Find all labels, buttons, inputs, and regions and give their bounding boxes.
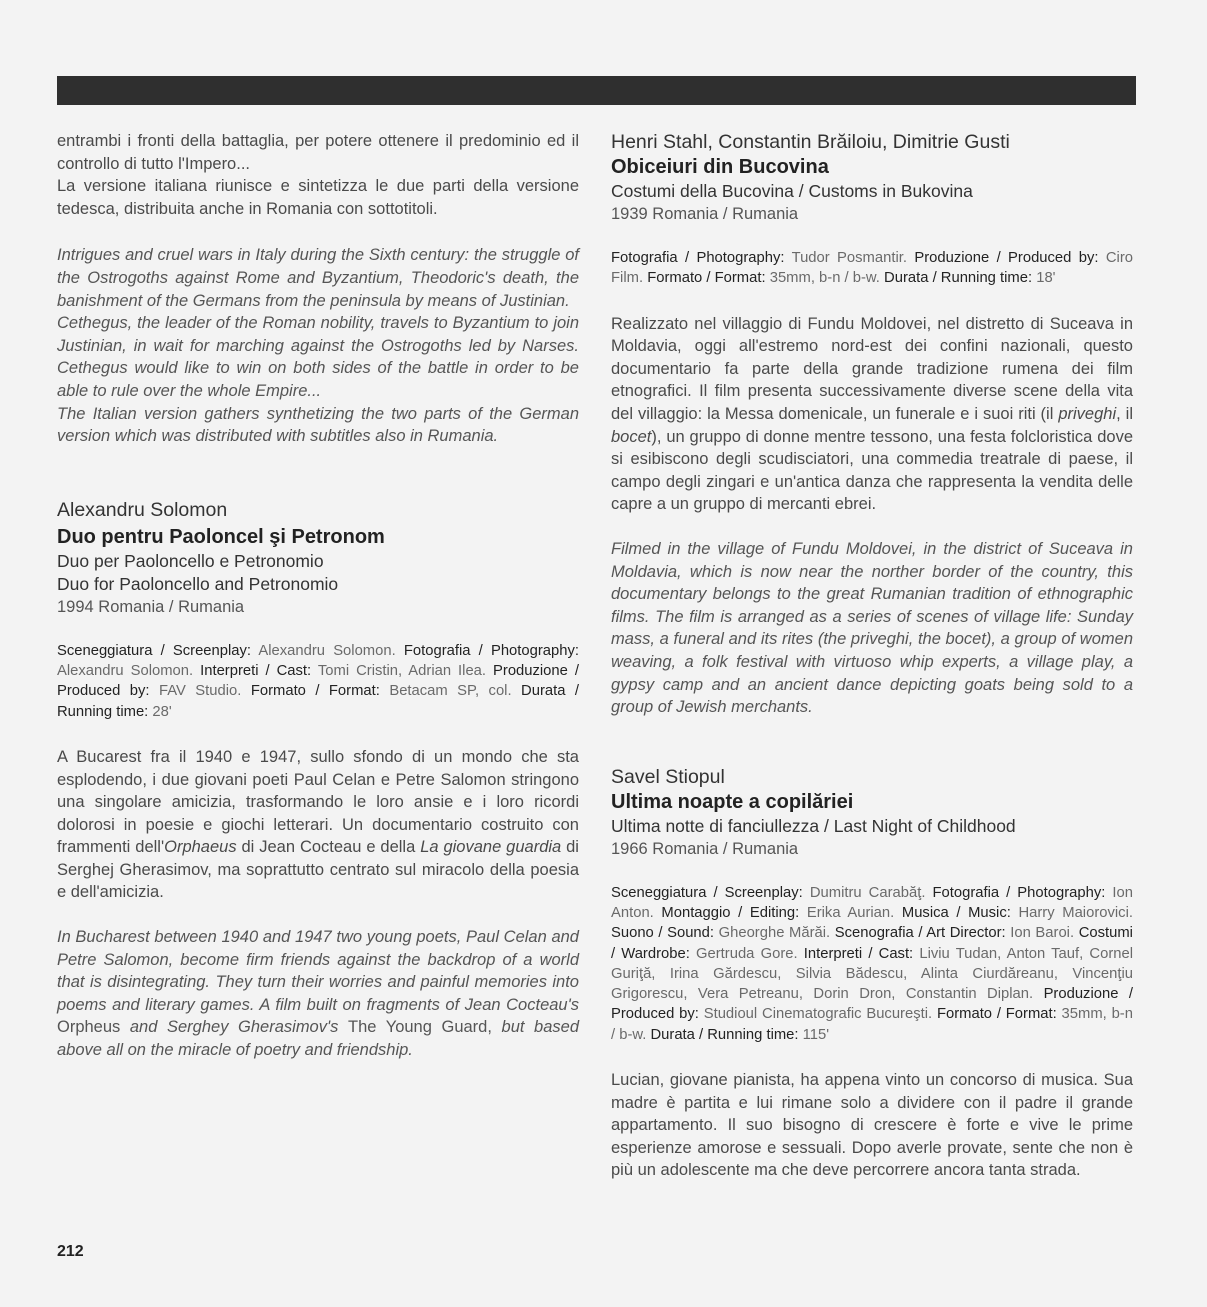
film-director: Alexandru Solomon [57, 498, 228, 521]
film-synopsis-en: Filmed in the village of Fundu Moldovei, in the district of Suceava in Moldavia, which is now near the norther border of the country, this documentary belongs to the great Rumanian tradition of ethnographic films. The film is arranged as a series of scenes of village life: Sunday mass, a funeral and its rites (the priveghi, the bocet), a group of women weaving, a folk festival with virtuoso whip experts, a village play, a gypsy camp and an ancient dance depicting goats being sold to a group of Jewish merchants. [611, 539, 1133, 717]
continuation-en-p3: The Italian version gathers synthetizing the two parts of the German version which was distributed with subtitles also in Rumania. [57, 404, 579, 446]
film-title: Obiceiuri din Bucovina [611, 156, 829, 178]
film-entry-ultima-noapte [611, 765, 1133, 1182]
film-year: 1994 Romania / Rumania [57, 597, 245, 616]
page-number: 212 [57, 1243, 84, 1260]
film-title: Ultima noapte a copilăriei [611, 790, 854, 813]
left-column [57, 130, 579, 1062]
film-synopsis-en: In Bucharest between 1940 and 1947 two young poets, Paul Celan and Petre Salomon, become firm friends against the backdrop of a world that is disintegrating. They turn their worries and painful memories into poems and literary games. A film built on fragments of Jean Cocteau's Orpheus and Serghey Gherasimov's The Young Guard, but based above all on the miracle of poetry and friendship. [57, 928, 580, 1060]
film-title: Duo pentru Paoloncel şi Petronom [57, 525, 385, 548]
film-synopsis-it: Lucian, giovane pianista, ha appena vinto un concorso di musica. Sua madre è partita e lui rimane solo a dividere con il padre il grande appartamento. Il suo bisogno di crescere è forte e vive le prime esperienze amorose e sessuali. Dopo averle provate, sente che non è più un adolescente ma che deve percorrere ancora tanta strada. [611, 1071, 1133, 1180]
continuation-it-p2: La versione italiana riunisce e sintetizza le due parti della versione tedesca, distribuita anche in Romania con sottotitoli. [57, 177, 579, 218]
continuation-en-p2: Cethegus, the leader of the Roman nobility, travels to Byzantium to join Justinian, in wait for marching against the Ostrogoths led by Narses. Cethegus would like to win on both sides of the battle in order to be able to rule over the whole Empire... [57, 314, 579, 400]
film-synopsis-it: Realizzato nel villaggio di Fundu Moldovei, nel distretto di Suceava in Moldavia, oggi all'estremo nord-est dei confini nazionali, questo documentario fa parte della grande tradizione rumena dei film etnografici. Il film presenta successivamente diverse scene della vita del villaggio: la Messa domenicale, un funerale e i suoi riti (il priveghi, il bocet), un gruppo di donne mentre tessono, una festa folcloristica dove si esibiscono degli scudisciatori, una commedia treatrale di paese, il campo degli zingari e un'antica danza che rappresenta la vendita delle capre a un gruppo di mercanti ebrei. [611, 314, 1133, 514]
right-column [611, 130, 1133, 1182]
continuation-it-p1: entrambi i fronti della battaglia, per potere ottenere il predominio ed il controllo di tutto l'Impero... [57, 132, 579, 173]
film-synopsis-it: A Bucarest fra il 1940 e 1947, sullo sfondo di un mondo che sta esplodendo, i due giovani poeti Paul Celan e Petre Salomon stringono una singolare amicizia, trasformando le loro ansie e i loro ricordi dolorosi in poesie e giochi letterari. Un documentario costruito con frammenti dell'Orphaeus di Jean Cocteau e della La giovane guardia di Serghej Gherasimov, ma soprattutto centrato sul miracolo della poesia e dell'amicizia. [57, 747, 579, 902]
header-bar [57, 76, 1136, 105]
film-alt-title-en: Duo for Paoloncello and Petronomio [57, 573, 339, 594]
film-credits: Fotografia / Photography: Tudor Posmantir. Produzione / Produced by: Ciro Film. Formato / Format: 35mm, b-n / b-w. Durata / Running time: 18' [611, 250, 1133, 287]
film-alt-title: Ultima notte di fanciullezza / Last Night of Childhood [611, 815, 1016, 836]
film-alt-title: Duo per Paoloncello e Petronomio [57, 550, 324, 571]
film-director: Henri Stahl, Constantin Brăiloiu, Dimitrie Gusti [611, 131, 1010, 153]
film-credits: Sceneggiatura / Screenplay: Dumitru Carabăţ. Fotografia / Photography: Ion Anton. Montaggio / Editing: Erika Aurian. Musica / Music: Harry Maiorovici. Suono / Sound: Gheorghe Mărăi. Scenografia / Art Director: Ion Baroi. Costumi / Wardrobe: Gertruda Gore. Interpreti / Cast: Liviu Tudan, Anton Tauf, Cornel Guriţă, Irina Gărdescu, Silvia Bădescu, Alinta Ciurdăreanu, Vincenţiu Grigorescu, Vera Petreanu, Dorin Dron, Constantin Diplan. Produzione / Produced by: Studioul Cinematografic Bucureşti. Formato / Format: 35mm, b-n / b-w. Durata / Running time: 115' [611, 884, 1133, 1043]
film-year: 1939 Romania / Rumania [611, 205, 799, 223]
film-director: Savel Stiopul [611, 765, 725, 788]
film-credits: Sceneggiatura / Screenplay: Alexandru Solomon. Fotografia / Photography: Alexandru Solomon. Interpreti / Cast: Tomi Cristin, Adrian Ilea. Produzione / Produced by: FAV Studio. Formato / Format: Betacam SP, col. Durata / Running time: 28' [57, 642, 579, 720]
film-year: 1966 Romania / Rumania [611, 839, 799, 858]
film-entry-duo [57, 498, 579, 1062]
film-alt-title: Costumi della Bucovina / Customs in Bukovina [611, 181, 973, 201]
continuation-en-p1: Intrigues and cruel wars in Italy during the Sixth century: the struggle of the Ostrogoths against Rome and Byzantium, Theodoric's death, the banishment of the Germans from the peninsula by means of Justinian. [57, 246, 579, 310]
film-entry-obiceiuri [611, 130, 1133, 719]
